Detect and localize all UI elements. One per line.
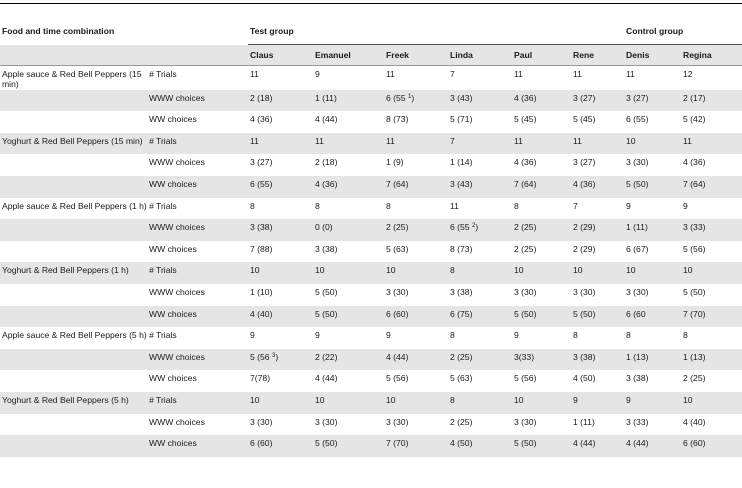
value-cell: 1 (11) — [624, 219, 681, 241]
value-cell: 3 (30) — [626, 286, 649, 297]
table-row — [0, 90, 742, 112]
value-cell: 8 — [514, 200, 519, 211]
measure-label: WW choices — [147, 306, 248, 328]
value-cell: 10 — [571, 262, 624, 284]
measure-label: WWW choices — [147, 219, 248, 241]
value-cell: 6 (55) — [248, 176, 313, 198]
value-cell: 7 (64) — [512, 176, 571, 198]
value-cell: 3 (27) — [624, 90, 681, 112]
results-table — [0, 20, 742, 457]
value-cell: 8 — [448, 262, 512, 284]
participant-header: Freek — [384, 45, 448, 66]
value-cell: 11 — [571, 133, 624, 155]
value-cell: 3 (30) — [573, 286, 596, 297]
value-cell: 11 — [512, 133, 571, 155]
footnote-mark: 2 — [471, 223, 476, 230]
value-cell: 10 — [384, 262, 448, 284]
value-cell: 7 (88) — [250, 243, 273, 254]
value-cell: 3 (38) — [248, 219, 313, 241]
value-cell: 0 (0) — [313, 219, 384, 241]
participant-header: Paul — [512, 45, 571, 66]
measure-label: WWW choices — [149, 157, 205, 168]
value-cell: 7(78) — [250, 373, 271, 384]
value-cell: 1 (9) — [386, 157, 404, 168]
value-cell: 4 (44) — [315, 114, 338, 125]
value-cell: 5 (45) — [514, 114, 537, 125]
value-cell: 6 (55) — [626, 114, 649, 125]
value-cell: 3 (38) — [626, 373, 649, 384]
value-cell: 11 — [681, 133, 742, 155]
table-row — [0, 198, 742, 220]
value-cell: 5 (63) — [386, 243, 409, 254]
table-row — [0, 392, 742, 414]
value-cell: 1 (10) — [250, 286, 273, 297]
footnote-mark: 1 — [407, 93, 412, 100]
value-cell: 8 (73) — [386, 114, 409, 125]
value-cell: 1 (13) — [624, 349, 681, 371]
table-row — [0, 306, 742, 328]
value-cell: 9 — [683, 200, 688, 211]
value-cell: 6 (60) — [384, 306, 448, 328]
value-cell: 9 — [626, 200, 631, 211]
value-cell: 3 (30) — [315, 416, 338, 427]
value-cell: 2 (25) — [450, 416, 473, 427]
value-cell: 11 — [514, 69, 523, 79]
value-cell: 2 (18) — [248, 90, 313, 112]
value-cell: 3 (30) — [626, 157, 649, 168]
table-row — [0, 370, 742, 392]
table-row — [0, 133, 742, 155]
measure-label: WWW choices — [149, 286, 205, 297]
top-rule — [0, 3, 742, 4]
value-cell: 8 — [386, 200, 391, 211]
measure-label: WW choices — [149, 243, 197, 254]
value-cell: 10 — [512, 392, 571, 414]
value-cell: 10 — [248, 392, 313, 414]
participant-header: Rene — [571, 45, 624, 66]
value-cell: 10 — [512, 262, 571, 284]
value-cell: 9 — [315, 69, 320, 79]
value-cell: 3 (30) — [250, 416, 273, 427]
value-cell: 4 (40) — [248, 306, 313, 328]
food-time-label: Yoghurt & Red Bell Peppers (15 min) — [0, 133, 147, 155]
value-cell: 11 — [386, 69, 395, 79]
food-time-label: Yoghurt & Red Bell Peppers (5 h) — [0, 392, 147, 414]
table-row — [0, 176, 742, 198]
value-cell: 11 — [384, 133, 448, 155]
value-cell: 5 (50) — [315, 286, 338, 297]
measure-label: WWW choices — [147, 349, 248, 371]
value-cell: 10 — [248, 262, 313, 284]
value-cell: 9 — [386, 330, 391, 341]
value-cell: 9 — [624, 392, 681, 414]
value-cell: 11 — [248, 133, 313, 155]
food-time-label: Apple sauce & Red Bell Peppers (15 min) — [2, 69, 142, 90]
value-cell: 2 (25) — [683, 373, 706, 384]
value-cell: 9 — [250, 330, 255, 341]
value-cell: 10 — [681, 262, 742, 284]
value-cell: 5 (50) — [512, 435, 571, 457]
value-cell: 3 (38) — [571, 349, 624, 371]
value-cell: 8 — [450, 330, 455, 341]
value-cell: 5 (45) — [573, 114, 596, 125]
measure-label: WW choices — [149, 114, 197, 125]
value-cell: 4 (36) — [250, 114, 273, 125]
value-cell: 5 (63) — [450, 373, 473, 384]
table-row — [0, 154, 742, 176]
value-cell: 7 (70) — [681, 306, 742, 328]
value-cell: 8 — [250, 200, 255, 211]
value-cell: 5 (71) — [450, 114, 473, 125]
measure-label: # Trials — [149, 69, 177, 79]
value-cell: 2 (17) — [681, 90, 742, 112]
value-cell: 5 (50) — [624, 176, 681, 198]
value-cell: 3 (38) — [450, 286, 473, 297]
value-cell: 5 (50) — [683, 286, 706, 297]
value-cell: 5 (50) — [571, 306, 624, 328]
value-cell: 11 — [573, 69, 582, 79]
value-cell: 6 (75) — [448, 306, 512, 328]
value-cell: 10 — [624, 133, 681, 155]
measure-label: # Trials — [147, 133, 248, 155]
value-cell: 4 (50) — [573, 373, 596, 384]
value-cell: 3 (30) — [386, 286, 409, 297]
measure-label: # Trials — [149, 200, 177, 211]
table-row — [0, 66, 742, 90]
table-row — [0, 327, 742, 349]
measure-label: WWW choices — [147, 90, 248, 112]
value-cell: 5 (42) — [683, 114, 706, 125]
value-cell: 4 (44) — [624, 435, 681, 457]
value-cell: 11 — [250, 69, 259, 79]
value-cell: 10 — [681, 392, 742, 414]
value-cell: 11 — [626, 69, 635, 79]
measure-label: # Trials — [149, 330, 177, 341]
value-cell: 2 (29) — [571, 219, 624, 241]
measure-label: # Trials — [147, 262, 248, 284]
value-cell: 3 (33) — [626, 416, 649, 427]
value-cell: 5 (50) — [512, 306, 571, 328]
value-cell: 1 (14) — [450, 157, 473, 168]
value-cell: 8 (73) — [450, 243, 473, 254]
control-group-header: Control group — [624, 20, 742, 45]
value-cell: 5 (56) — [683, 243, 706, 254]
value-cell: 3 (43) — [448, 90, 512, 112]
value-cell: 3 (38) — [315, 243, 338, 254]
value-cell: 1 (11) — [573, 416, 595, 427]
footnote-mark: 3 — [271, 352, 276, 359]
value-cell: 1 (13) — [681, 349, 742, 371]
value-cell: 4 (36) — [571, 176, 624, 198]
participant-header: Emanuel — [313, 45, 384, 66]
value-cell: 8 — [448, 392, 512, 414]
value-cell: 9 — [514, 330, 519, 341]
participant-header: Regina — [681, 45, 742, 66]
value-cell: 3 (30) — [386, 416, 409, 427]
value-cell: 5 (50) — [313, 435, 384, 457]
value-cell: 3 (43) — [448, 176, 512, 198]
value-cell: 3 (27) — [250, 157, 273, 168]
value-cell: 6 (60 — [624, 306, 681, 328]
value-cell: 4 (36) — [683, 157, 706, 168]
value-cell: 2 (29) — [573, 243, 596, 254]
measure-label: WWW choices — [149, 416, 205, 427]
measure-label: WW choices — [147, 435, 248, 457]
table-row — [0, 111, 742, 133]
value-cell: 6 (55 $^2$) — [448, 219, 512, 241]
value-cell: 4 (44) — [315, 373, 338, 384]
value-cell: 10 — [624, 262, 681, 284]
value-cell: 5 (56) — [386, 373, 409, 384]
value-cell: 5 (56 $^3$) — [248, 349, 313, 371]
value-cell: 6 (60) — [681, 435, 742, 457]
table-row — [0, 435, 742, 457]
value-cell: 4 (36) — [313, 176, 384, 198]
value-cell: 8 — [683, 330, 688, 341]
value-cell: 10 — [313, 262, 384, 284]
table-row — [0, 219, 742, 241]
value-cell: 3 (30) — [514, 286, 537, 297]
value-cell: 4 (40) — [683, 416, 706, 427]
value-cell: 11 — [450, 200, 459, 211]
value-cell: 7 — [450, 69, 455, 79]
participant-header: Claus — [248, 45, 313, 66]
table-row — [0, 414, 742, 436]
value-cell: 6 (55 $^1$) — [384, 90, 448, 112]
value-cell: 4 (36) — [512, 90, 571, 112]
table-row — [0, 349, 742, 371]
value-cell: 8 — [626, 330, 631, 341]
value-cell: 7 (64) — [681, 176, 742, 198]
measure-label: WW choices — [147, 176, 248, 198]
measure-label: WW choices — [149, 373, 197, 384]
value-cell: 3 (30) — [514, 416, 537, 427]
value-cell: 2 (25) — [512, 219, 571, 241]
value-cell: 6 (67) — [626, 243, 649, 254]
measure-label: # Trials — [147, 392, 248, 414]
value-cell: 2 (25) — [514, 243, 537, 254]
value-cell: 2 (18) — [315, 157, 338, 168]
participant-header: Denis — [624, 45, 681, 66]
food-time-label: Apple sauce & Red Bell Peppers (5 h) — [2, 330, 147, 341]
value-cell: 2 (25) — [448, 349, 512, 371]
value-cell: 4 (44) — [384, 349, 448, 371]
value-cell: 11 — [313, 133, 384, 155]
participant-header: Linda — [448, 45, 512, 66]
food-time-label: Apple sauce & Red Bell Peppers (1 h) — [2, 200, 147, 211]
value-cell: 10 — [313, 392, 384, 414]
value-cell: 10 — [384, 392, 448, 414]
value-cell: 9 — [315, 330, 320, 341]
value-cell: 3 (27) — [571, 90, 624, 112]
food-time-label: Yoghurt & Red Bell Peppers (1 h) — [0, 262, 147, 284]
table-row — [0, 241, 742, 263]
value-cell: 3(33) — [512, 349, 571, 371]
value-cell: 4 (36) — [514, 157, 537, 168]
value-cell: 7 — [573, 200, 578, 211]
value-cell: 4 (44) — [571, 435, 624, 457]
value-cell: 5 (50) — [313, 306, 384, 328]
value-cell: 3 (27) — [573, 157, 596, 168]
food-time-header: Food and time combination — [2, 26, 115, 36]
value-cell: 1 (11) — [313, 90, 384, 112]
value-cell: 7 (70) — [384, 435, 448, 457]
table-row — [0, 262, 742, 284]
value-cell: 8 — [315, 200, 320, 211]
value-cell: 2 (25) — [384, 219, 448, 241]
test-group-header: Test group — [248, 20, 624, 45]
value-cell: 7 — [448, 133, 512, 155]
value-cell: 7 (64) — [384, 176, 448, 198]
value-cell: 8 — [573, 330, 578, 341]
value-cell: 12 — [683, 69, 693, 79]
value-cell: 4 (50) — [448, 435, 512, 457]
value-cell: 9 — [571, 392, 624, 414]
value-cell: 5 (56) — [514, 373, 537, 384]
value-cell: 6 (60) — [248, 435, 313, 457]
table-row — [0, 284, 742, 306]
value-cell: 3 (33) — [681, 219, 742, 241]
value-cell: 2 (22) — [313, 349, 384, 371]
